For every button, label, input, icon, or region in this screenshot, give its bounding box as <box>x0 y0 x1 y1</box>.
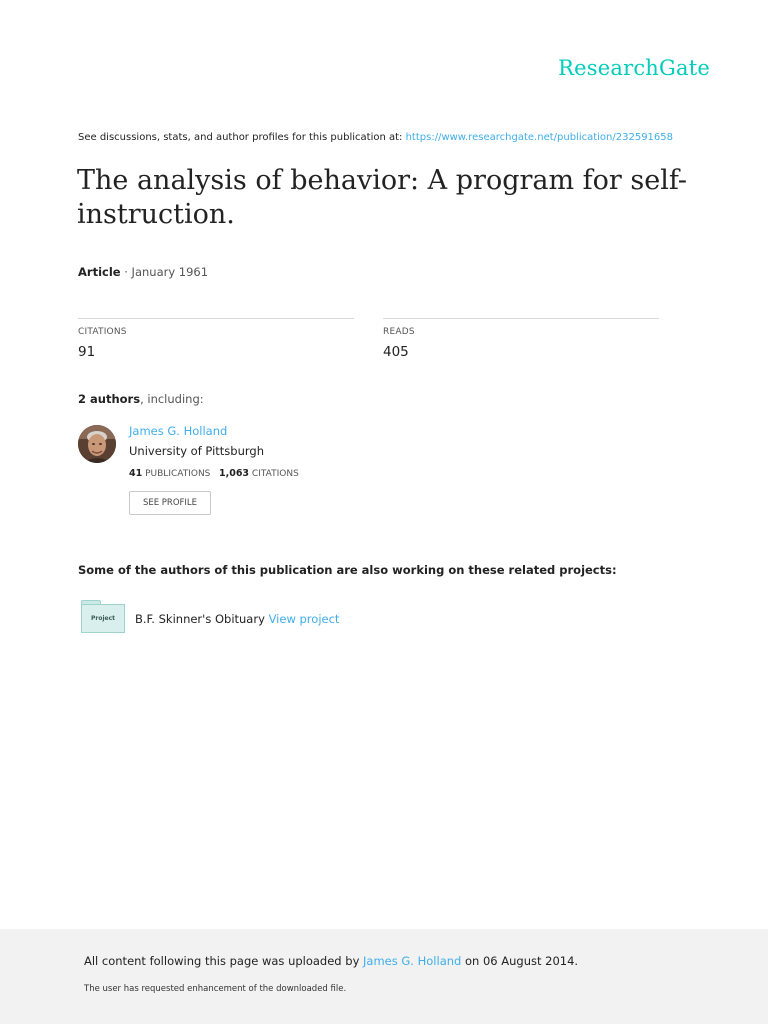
project-icon-label: Project <box>90 615 116 622</box>
author-publications-count: 41 <box>129 468 143 479</box>
folder-body <box>81 604 125 633</box>
uploader-link[interactable]: James G. Holland <box>363 954 462 968</box>
author-avatar[interactable] <box>78 425 116 463</box>
related-projects-heading: Some of the authors of this publication are also working on these related projects: <box>78 563 617 577</box>
project-name: B.F. Skinner's Obituary <box>135 612 265 626</box>
enhancement-note: The user has requested enhancement of the downloaded file. <box>84 984 347 994</box>
publication-url-link[interactable]: https://www.researchgate.net/publication/232591658 <box>405 132 674 143</box>
publication-type: Article <box>78 265 121 279</box>
view-project-link[interactable]: View project <box>268 612 340 626</box>
reads-stat <box>383 318 659 360</box>
upload-prefix: All content following this page was uploaded by <box>84 954 360 968</box>
footer <box>0 929 768 1024</box>
citations-value: 91 <box>78 344 96 360</box>
authors-count: 2 authors <box>78 392 141 406</box>
discussions-text: See discussions, stats, and author profiles for this publication at: <box>78 132 403 143</box>
reads-value: 405 <box>383 344 409 360</box>
researchgate-logo[interactable]: ResearchGate <box>558 56 710 80</box>
author-institution: University of Pittsburgh <box>129 444 264 458</box>
project-item <box>135 612 339 626</box>
see-profile-button[interactable]: SEE PROFILE <box>129 491 211 515</box>
upload-suffix: on 06 August 2014. <box>464 954 579 968</box>
project-folder-icon[interactable] <box>81 600 125 632</box>
author-publications-label: PUBLICATIONS <box>145 469 211 479</box>
reads-label: READS <box>383 327 415 337</box>
citations-label: CITATIONS <box>78 327 127 337</box>
citations-stat <box>78 318 354 360</box>
author-name-link[interactable]: James G. Holland <box>129 424 228 438</box>
authors-count-line <box>78 392 204 406</box>
publication-meta <box>78 265 208 279</box>
meta-separator: · <box>120 265 132 279</box>
author-photo-icon <box>78 425 116 463</box>
author-stats <box>129 468 299 479</box>
upload-info <box>84 954 578 968</box>
publication-title: The analysis of behavior: A program for self-instruction. <box>77 165 688 230</box>
discussions-line <box>78 132 673 143</box>
author-citations-count: 1,063 <box>218 468 250 479</box>
author-citations-label: CITATIONS <box>251 469 299 479</box>
authors-suffix: , including: <box>140 392 204 406</box>
publication-date: January 1961 <box>131 265 209 279</box>
